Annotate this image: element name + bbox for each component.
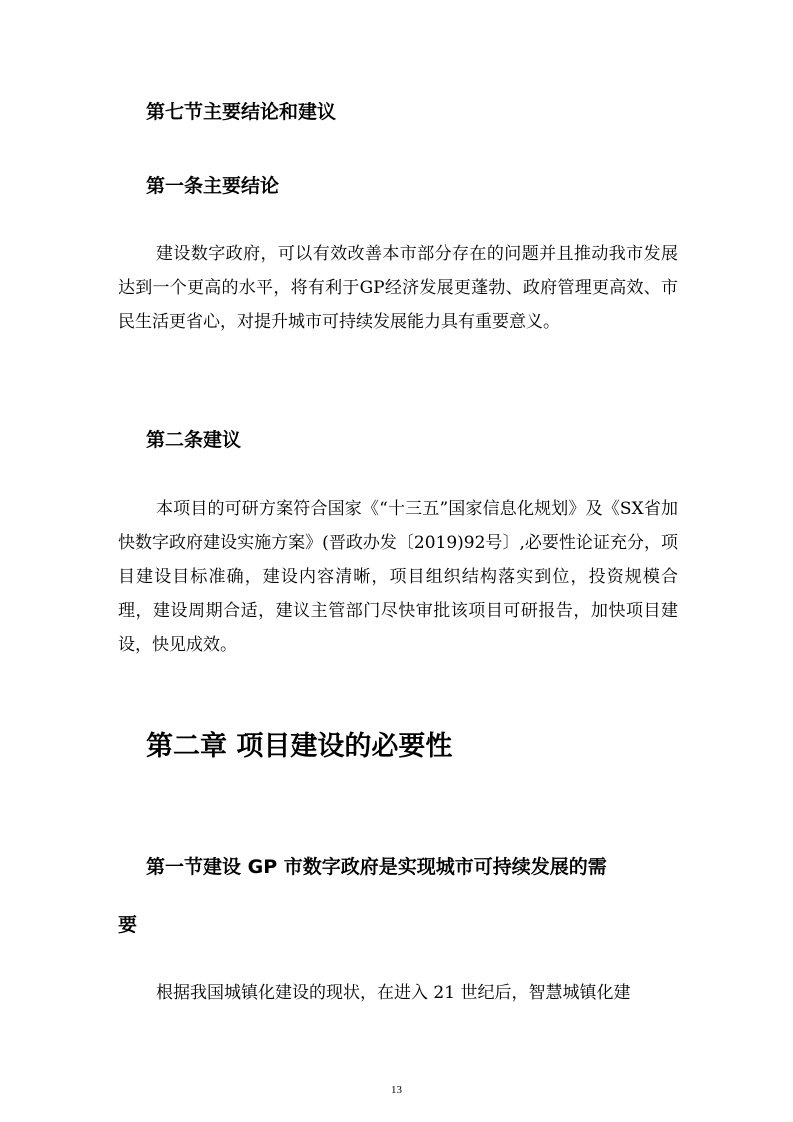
article-2-paragraph: 本项目的可研方案符合国家《“十三五”国家信息化规划》及《SX省加快数字政府建设实施方案》(晋政办发〔2019)92号〕,必要性论证充分，项目建设目标准确，建设内容清晰，项目组织结构落实到位，投资规模合理，建设周期合适，建议主管部门尽快审批该项目可研报告，加快项目建设，快见成效。 [118, 499, 678, 655]
section-7-heading: 第七节主要结论和建议 [146, 101, 337, 123]
article-1-heading: 第一条主要结论 [146, 175, 280, 197]
article-2-heading: 第二条建议 [146, 429, 242, 451]
page-number: 13 [391, 1084, 402, 1096]
section-1-heading-line-2: 要 [118, 914, 138, 936]
section-1-paragraph: 根据我国城镇化建设的现状，在进入 21 世纪后，智慧城镇化建 [156, 983, 631, 1003]
chapter-2-heading: 第二章 项目建设的必要性 [146, 731, 453, 762]
article-1-paragraph: 建设数字政府，可以有效改善本市部分存在的问题并且推动我市发展达到一个更高的水平，将有利于GP经济发展更蓬勃、政府管理更高效、市民生活更省心，对提升城市可持续发展能力具有重要意义。 [118, 244, 678, 332]
section-1-heading-line-1: 第一节建设 GP 市数字政府是实现城市可持续发展的需 [146, 856, 607, 878]
section-1-heading [118, 838, 678, 954]
